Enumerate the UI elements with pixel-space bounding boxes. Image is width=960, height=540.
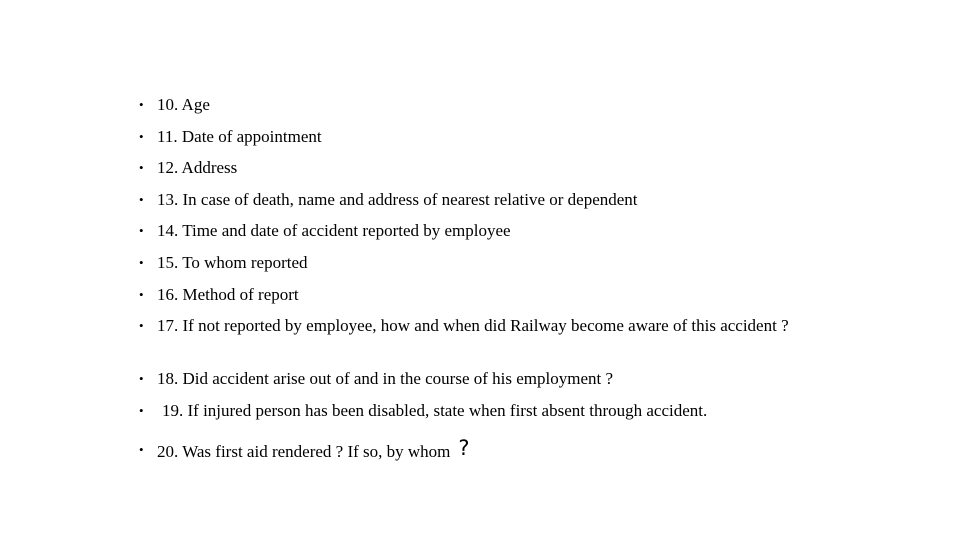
bullet: • xyxy=(139,223,144,238)
bullet: • xyxy=(139,192,144,207)
bullet: • xyxy=(139,160,144,175)
list-item-text: 16. Method of report xyxy=(157,285,299,304)
list-item-text: 13. In case of death, name and address of nearest relative or dependent xyxy=(157,190,638,209)
list-item-text: 19. If injured person has been disabled, state when first absent through accident. xyxy=(162,401,708,420)
list-item-text: 15. To whom reported xyxy=(157,253,308,272)
bullet: • xyxy=(139,287,144,302)
list-item-text: 18. Did accident arise out of and in the course of his employment ? xyxy=(157,369,614,388)
bullet: • xyxy=(139,403,144,418)
bullet: • xyxy=(139,129,144,144)
bullet: • xyxy=(139,255,144,270)
bullet: • xyxy=(139,442,144,457)
question-mark: ? xyxy=(458,436,470,460)
bullet: • xyxy=(139,97,144,112)
list-item-text: 10. Age xyxy=(157,95,210,114)
bullet: • xyxy=(139,318,144,333)
bullet: • xyxy=(139,371,144,386)
list-item-text: 14. Time and date of accident reported by employee xyxy=(157,221,511,240)
list-item-text-wrap xyxy=(157,436,470,463)
list-item-text: 17. If not reported by employee, how and when did Railway become aware of this accident ? xyxy=(157,316,789,335)
list-item-text: 11. Date of appointment xyxy=(157,127,322,146)
list-item-text: 20. Was first aid rendered ? If so, by whom xyxy=(157,442,451,461)
list-item-text: 12. Address xyxy=(157,158,238,177)
